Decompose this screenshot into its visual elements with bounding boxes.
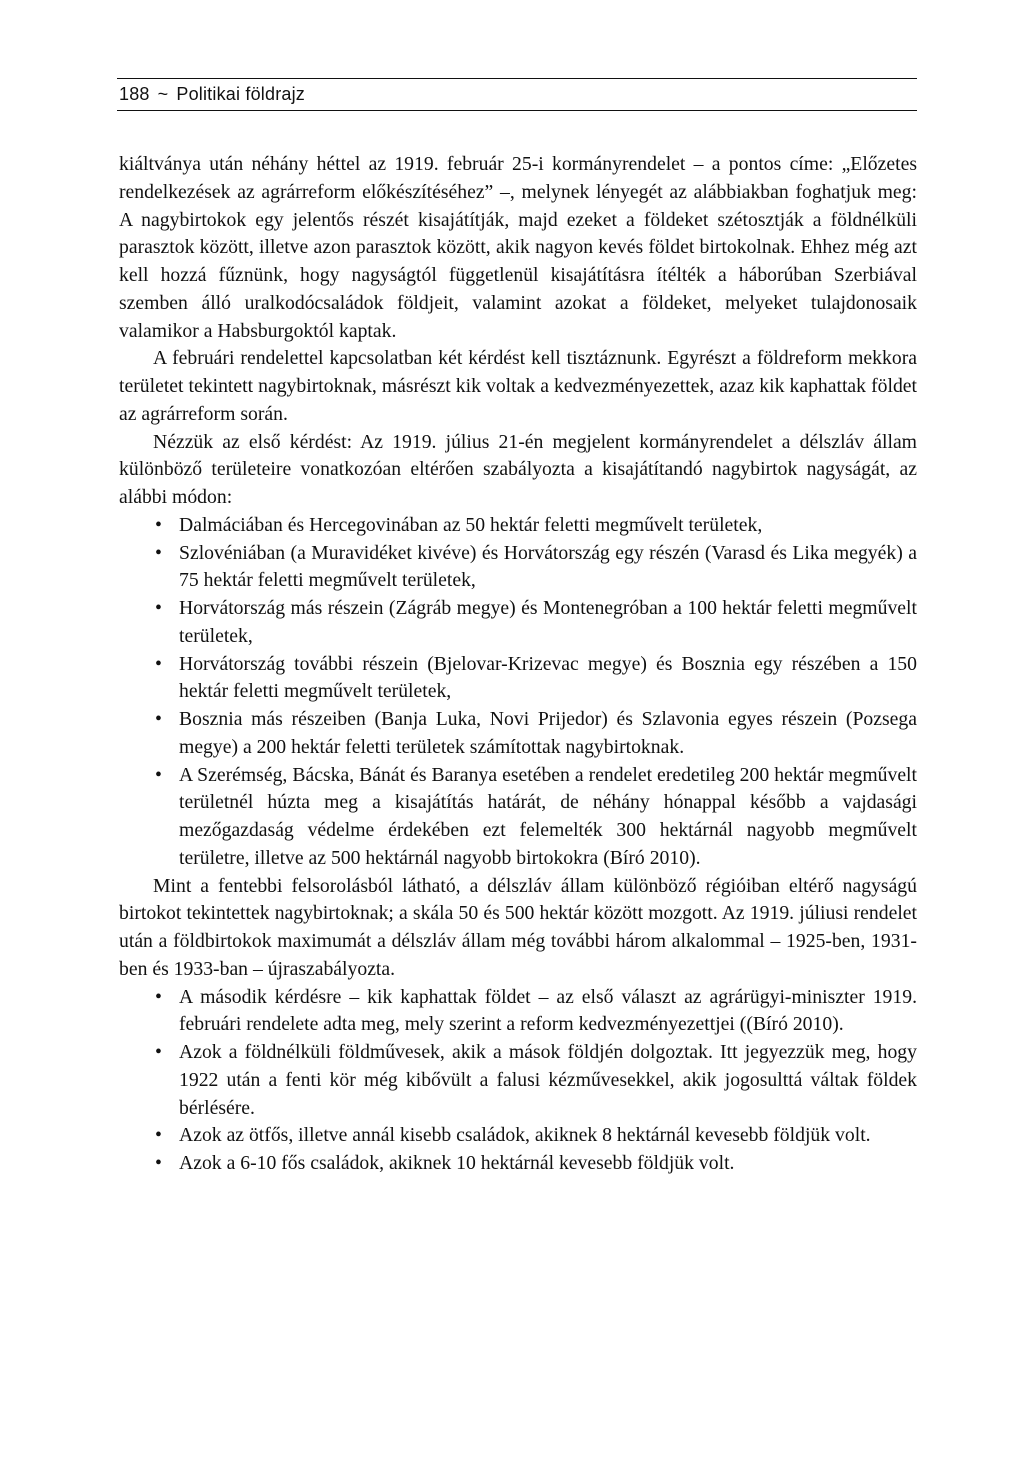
- estate-size-list: [119, 512, 917, 873]
- list-item: • Horvátország további részein (Bjelovar-Krizevac megye) és Bosznia egy részében a 150 hektár feletti megművelt területek,: [119, 651, 917, 707]
- list-item: • Azok az ötfős, illetve annál kisebb családok, akiknek 8 hektárnál kevesebb földjük volt.: [119, 1122, 917, 1150]
- running-title: Politikai földrajz: [176, 84, 306, 104]
- list-item: • A második kérdésre – kik kaphattak földet – az első választ az agrárügyi-miniszter 1919. februári rendelete adta meg, mely szerint a reform kedvezményezettjei ((Bíró 2010).: [119, 984, 917, 1040]
- paragraph-summary: Mint a fentebbi felsorolásból látható, a délszláv állam különböző régióiban eltérő nagyságú birtokot tekintettek nagybirtoknak; a skála 50 és 500 hektár között mozgott. Az 1919. júliusi rendelet után a földbirtokok maximumát a délszláv állam még további három alkalommal – 1925-ben, 1931-ben és 1933-ban – újraszabályozta.: [119, 874, 917, 980]
- header-separator: ~: [157, 84, 169, 104]
- page-number: 188: [119, 84, 150, 104]
- list-item: • Dalmáciában és Hercegovinában az 50 hektár feletti megművelt területek,: [119, 512, 917, 540]
- list-item: • Szlovéniában (a Muravidéket kivéve) és Horvátország egy részén (Varasd és Lika megyék) a 75 hektár feletti megművelt területek,: [119, 540, 917, 596]
- list-item: • Azok a földnélküli földművesek, akik a mások földjén dolgoztak. Itt jegyezzük meg, hogy 1922 után a fenti kör még kibővült a falusi kézművesekkel, akik jogosulttá váltak földek bérlésére.: [119, 1039, 917, 1122]
- header-rule-bottom: [117, 110, 917, 111]
- list-item: • Azok a 6-10 fős családok, akiknek 10 hektárnál kevesebb földjük volt.: [119, 1150, 917, 1178]
- beneficiaries-list: [119, 984, 917, 1178]
- list-item: • Bosznia más részeiben (Banja Luka, Novi Prijedor) és Szlavonia egyes részein (Pozsega megye) a 200 hektár feletti területek számítottak nagybirtoknak.: [119, 706, 917, 762]
- header-rule-top: [117, 78, 917, 79]
- list-item: • Horvátország más részein (Zágráb megye) és Montenegróban a 100 hektár feletti megművelt területek,: [119, 595, 917, 651]
- page-body: [119, 151, 917, 1178]
- paragraph-questions: A februári rendelettel kapcsolatban két kérdést kell tisztáznunk. Egyrészt a földreform mekkora területet tekintett nagybirtoknak, másrészt kik voltak a kedvezményezettek, azaz kik kaphattak földet az agrárreform során.: [119, 347, 917, 425]
- paragraph-first-question: Nézzük az első kérdést: Az 1919. július 21-én megjelent kormányrendelet a délszláv állam különböző területeire vonatkozóan eltérően szabályozta a kisajátítandó nagybirtok nagyságát, az alábbi módon:: [119, 430, 917, 508]
- running-head: [119, 84, 305, 105]
- list-item: • A Szerémség, Bácska, Bánát és Baranya esetében a rendelet eredetileg 200 hektár megművelt területnél húzta meg a kisajátítás határát, de néhány hónappal később a vajdasági mezőgazdaság védelme érdekében ezt felemelték 300 hektárnál nagyobb megművelt területre, illetve az 500 hektárnál nagyobb birtokokra (Bíró 2010).: [119, 762, 917, 873]
- paragraph-continued: kiáltványa után néhány héttel az 1919. február 25-i kormányrendelet – a pontos címe: „Előzetes rendelkezések az agrárreform előkészítéséhez” –, melynek lényegét az alábbiakban foghatjuk meg: A nagybirtokok egy jelentős részét kisajátítják, majd ezeket a földeket szétosztják a földnélküli parasztok között, illetve azon parasztok között, akik nagyon kevés földet birtokolnak. Ehhez még azt kell hozzá fűznünk, hogy nagyságtól függetlenül kisajátításra ítélték a háborúban Szerbiával szemben álló uralkodócsaládok földjeit, valamint azokat a földeket, melyeket tulajdonosaik valamikor a Habsburgoktól kaptak.: [119, 153, 917, 342]
